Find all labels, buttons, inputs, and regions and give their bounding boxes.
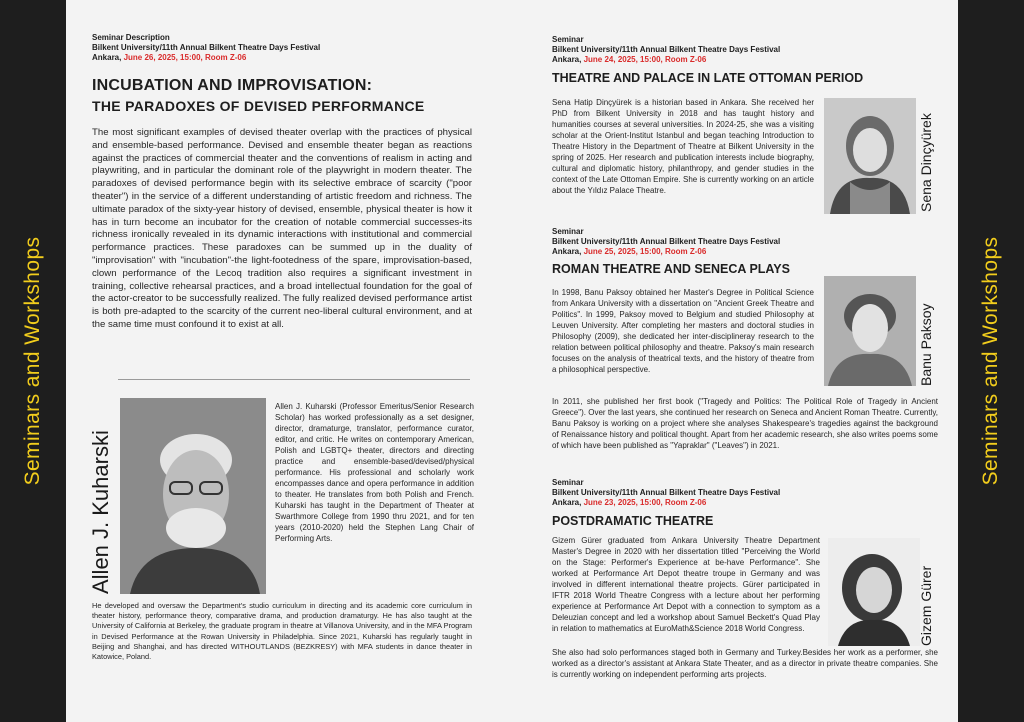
seminar-label-2: Seminar <box>552 227 584 236</box>
speaker-name-dincyurek: Sena Dinçyürek <box>918 113 934 212</box>
meta-date-line <box>92 53 492 63</box>
speaker-bio-dincyurek: Sena Hatip Dinçyürek is a historian based in Ankara. She received her PhD from Bilkent University in 2018 and has taught history and humanities courses at several universities. In 2024-25, she was a visiting scholar at the Orient-Institut Istanbul and began teaching Introduction to Theatre History in the Department of Theatre at Bilkent University in the spring of 2025. Her research and publication interests include biography, cultural and diplomatic history, philanthropy, and gender studies in the context of the Late Ottoman Empire. She is currently working on an article about the Yıldız Palace Theatre. <box>552 98 814 195</box>
seminar-event-1: Bilkent University/11th Annual Bilkent Theatre Days Festival <box>552 45 781 54</box>
seminar-title-1: THEATRE AND PALACE IN LATE OTTOMAN PERIOD <box>552 71 864 85</box>
speaker-bio-paksoy: In 1998, Banu Paksoy obtained her Master's Degree in Political Science from Ankara University with a dissertation on "Ancient Greek Theatre and Politics". In 1999, Paksoy moved to Belgium and studied Philosophy at Leuven University. After completing her masters and doctoral studies in Philosophy (2009), she dedicated her inter-disciplineray research to the relation between political philosophy and theatre. Paksoy's main research focuses on the analysis of theatrical texts, and the history of theatre from a philosophical perspective. <box>552 288 814 374</box>
seminar-date-3: June 23, 2025, 15:00, Room Z-06 <box>583 498 707 507</box>
seminar-date-2: June 25, 2025, 15:00, Room Z-06 <box>583 247 707 256</box>
speaker-photo-kuharski <box>120 398 266 594</box>
speaker-photo-paksoy <box>824 276 916 386</box>
seminar-meta-3 <box>552 478 942 508</box>
speaker-bio-kuharski-cont: He developed and oversaw the Department's studio curriculum in directing and its academic core curriculum in theater history, performance theory, comparative drama, and production dramaturgy. He has also taught at the University of California at Berkeley, the graduate program in theatre at Villanova University, and in the MFA Program in Devised Performance at the Rowan University in Philadelphia. Since 2021, Kuharski has regularly taught in Beijing and Shanghai, and has directed WITHOUTLANDS (BEZKRESY) with MFA students in dance theater in Katowice, Poland. <box>92 601 472 662</box>
seminar-date-1: June 24, 2025, 15:00, Room Z-06 <box>583 55 707 64</box>
seminar-label-1: Seminar <box>552 35 584 44</box>
seminar-subtitle: THE PARADOXES OF DEVISED PERFORMANCE <box>92 98 425 114</box>
left-side-band <box>0 0 66 722</box>
seminar-event-3: Bilkent University/11th Annual Bilkent Theatre Days Festival <box>552 488 781 497</box>
seminar-date-line-2 <box>552 247 942 257</box>
speaker-name-kuharski: Allen J. Kuharski <box>88 430 113 594</box>
speaker-name-gurer: Gizem Gürer <box>918 565 934 646</box>
speaker-name-paksoy: Banu Paksoy <box>918 303 934 386</box>
section-divider <box>118 379 470 380</box>
side-label-left: Seminars and Workshops <box>21 236 44 486</box>
seminar-event-2: Bilkent University/11th Annual Bilkent Theatre Days Festival <box>552 237 781 246</box>
seminar-meta <box>92 33 492 63</box>
right-page <box>512 0 958 722</box>
left-page <box>66 0 512 722</box>
seminar-city-2: Ankara, <box>552 247 584 256</box>
meta-date: June 26, 2025, 15:00, Room Z-06 <box>123 53 247 62</box>
side-label-right: Seminars and Workshops <box>979 236 1002 486</box>
seminar-title-3: POSTDRAMATIC THEATRE <box>552 514 714 528</box>
meta-city: Ankara, <box>92 53 124 62</box>
speaker-bio-gurer: Gizem Gürer graduated from Ankara University Theatre Department Master's Degree in 2020 with her dissertation titled "Perceiving the World on the Stage: Performer's Experience at be-have Performance". She worked at Performance Art Depot theatre troupe in Germany and was involved in different international theatre projects. Gürer participated in IFTR 2018 World Theatre Congress with a lecture about her performing experience at Performance Art Depot with a connection to symptom as a Deleuzian concept and led a workshop about Samuel Beckett's Quad Play in relation to mathematics at EuroMath&Science 2018 World Congress. <box>552 536 820 633</box>
portrait-icon <box>824 98 916 214</box>
speaker-bio-paksoy-cont: In 2011, she published her first book ("Tragedy and Politics: The Political Role of Tragedy in Ancient Greece"). Over the last years, she continued her research on Seneca and Ancient Roman Theatre. Currently, Banu Paksoy is working on a project where she analyses Shakespeare's tragedies against the background of Renaissance history and political thought. Apart from her academic research, she also writes poems some of which have been published as "Yapraklar" ("Leaves") in 2021. <box>552 397 938 450</box>
seminar-title: INCUBATION AND IMPROVISATION: <box>92 77 373 94</box>
right-side-band <box>958 0 1024 722</box>
portrait-icon <box>828 538 920 646</box>
seminar-date-line-1 <box>552 55 942 65</box>
portrait-icon <box>824 276 916 386</box>
seminar-city-1: Ankara, <box>552 55 584 64</box>
seminar-meta-2 <box>552 227 942 257</box>
seminar-title-2: ROMAN THEATRE AND SENECA PLAYS <box>552 262 790 276</box>
meta-event: Bilkent University/11th Annual Bilkent Theatre Days Festival <box>92 43 321 52</box>
speaker-bio-gurer-cont: She also had solo performances staged both in Germany and Turkey.Besides her work as a performer, she worked as a director's assistant at Ankara State Theater, and as a director in private theatre companies. She is currently working on independent performing arts projects. <box>552 648 938 679</box>
seminar-date-line-3 <box>552 498 942 508</box>
seminar-label-3: Seminar <box>552 478 584 487</box>
speaker-bio-kuharski: Allen J. Kuharski (Professor Emeritus/Senior Research Scholar) has worked professionally as a set designer, director, dramaturge, translator, performance curator, editor, and critic. He writes on contemporary American, Polish and LGBTQ+ theater, directors and directing practice and ensemble-based/devised/physical performance. His professional and scholarly work encompasses dance and opera performance in addition to theater. He translates from both Polish and French. Kuharski has taught in the Department of Theater at Swarthmore College from 1990 thru 2021, and for ten years (2010-2020) held the Stephen Lang Chair of Performing Arts. <box>275 402 474 543</box>
portrait-icon <box>120 398 266 594</box>
meta-label: Seminar Description <box>92 33 170 42</box>
seminar-city-3: Ankara, <box>552 498 584 507</box>
speaker-photo-gurer <box>828 538 920 646</box>
seminar-description: The most significant examples of devised theater overlap with the practices of physical and ensemble-based performance. Devised and ensemble theater began as reactions against the practices of commercial theater and the conventions of realism in acting and playwriting, and in particular the dominant role of the playwright in modern theater. The paradoxes of devised performance begin with its selective embrace of scarcity ("poor theater") in the service of a different understanding of artistic freedom and richness. The ultimate paradox of the sixty-year history of devised, ensemble, physical theater is how it has in turn become an incubator for the creation of notable commercial successes-its richness ironically revealed in its dynamic interactions with institutional and commercial performance practices. These paradoxes can be summed up in the duality of "improvisation" with "incubation"-the light-footedness of the spare, improvisation-based, clown performance of the Lecoq tradition also requires a significant investment in training, collective rehearsal practices, and a broad intellectual foundation for the goal of the actor-creator to be successfully realized. The fully realized devised performance artist is both pre-adapted to the scarcity of the current neo-liberal cultural environment, and at the same time must confound it to exist at all. <box>92 127 472 330</box>
speaker-photo-dincyurek <box>824 98 916 214</box>
seminar-meta-1 <box>552 35 942 65</box>
